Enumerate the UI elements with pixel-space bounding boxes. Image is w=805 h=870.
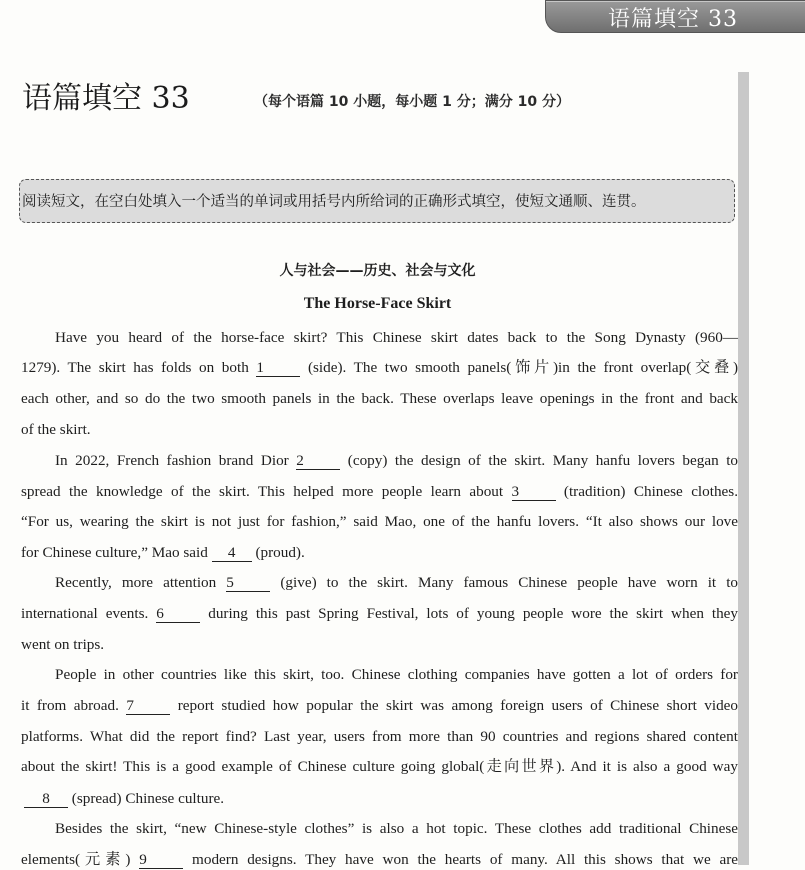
passage-title: The Horse-Face Skirt [303,295,452,312]
blank-9[interactable]: 9 [139,851,183,869]
section-header-tab [545,0,805,33]
blank-2[interactable]: 2 [296,452,340,470]
blank-8[interactable]: 8 [24,790,68,808]
header-tab-label: 语篇填空 33 [608,7,738,32]
passage-line: platforms. What did the report find? Last year, users from more than 90 countries and regions shared content [21,728,738,745]
blank-5[interactable]: 5 [226,574,270,592]
blank-3[interactable]: 3 [512,483,556,501]
passage-line: Recently, more attention 5 (give) to the skirt. Many famous Chinese people have worn it to [55,574,739,591]
passage-line: for Chinese culture,” Mao said 4 (proud). [21,544,305,561]
blank-7[interactable]: 7 [126,697,170,715]
passage-line: Have you heard of the horse-face skirt? This Chinese skirt dates back to the Song Dynasty (960— [55,329,738,346]
scoring-note: （每个语篇 10 小题，每小题 1 分；满分 10 分） [254,94,570,110]
blank-6[interactable]: 6 [156,605,200,623]
theme-heading: 人与社会——历史、社会与文化 [279,263,476,279]
blank-1[interactable]: 1 [256,359,300,377]
passage-line: Besides the skirt, “new Chinese-style clothes” is also a hot topic. These clothes add traditional Chinese [55,820,738,837]
passage-line: “For us, wearing the skirt is not just for fashion,” said Mao, one of the hanfu lovers. “It also shows our love [21,513,738,530]
passage-line: it from abroad. 7 report studied how popular the skirt was among foreign users of Chinese short video [21,697,739,714]
blank-4[interactable]: 4 [212,544,252,562]
passage-line: of the skirt. [21,421,91,438]
page-side-bar [738,72,749,865]
passage-line: In 2022, French fashion brand Dior 2 (copy) the design of the skirt. Many hanfu lovers began to [55,452,739,469]
passage-line: about the skirt! This is a good example of Chinese culture going global(走向世界). And it is also a good way [21,758,738,775]
instruction-text: 阅读短文，在空白处填入一个适当的单词或用括号内所给词的正确形式填空，使短文通顺、连贯。 [22,194,646,210]
instruction-box [19,179,735,223]
passage-line: 8 (spread) Chinese culture. [24,789,741,809]
passage-line: elements(元素) 9 modern designs. They have won the hearts of many. All this shows that we are [21,851,739,868]
passage-line: went on trips. [21,636,105,653]
passage-line: 1279). The skirt has folds on both 1 (side). The two smooth panels(饰片)in the front overlap(交叠) [21,359,739,376]
passage-line: People in other countries like this skirt, too. Chinese clothing companies have gotten a lot of orders for [55,666,738,683]
passage-line: international events. 6 during this past Spring Festival, lots of young people wore the skirt when they [21,605,739,622]
passage-line: spread the knowledge of the skirt. This helped more people learn about 3 (tradition) Chinese clothes. [21,483,739,500]
passage-line: each other, and so do the two smooth panels in the back. These overlaps leave openings in the front and back [21,390,738,407]
page-title: 语篇填空 33 [22,81,190,116]
